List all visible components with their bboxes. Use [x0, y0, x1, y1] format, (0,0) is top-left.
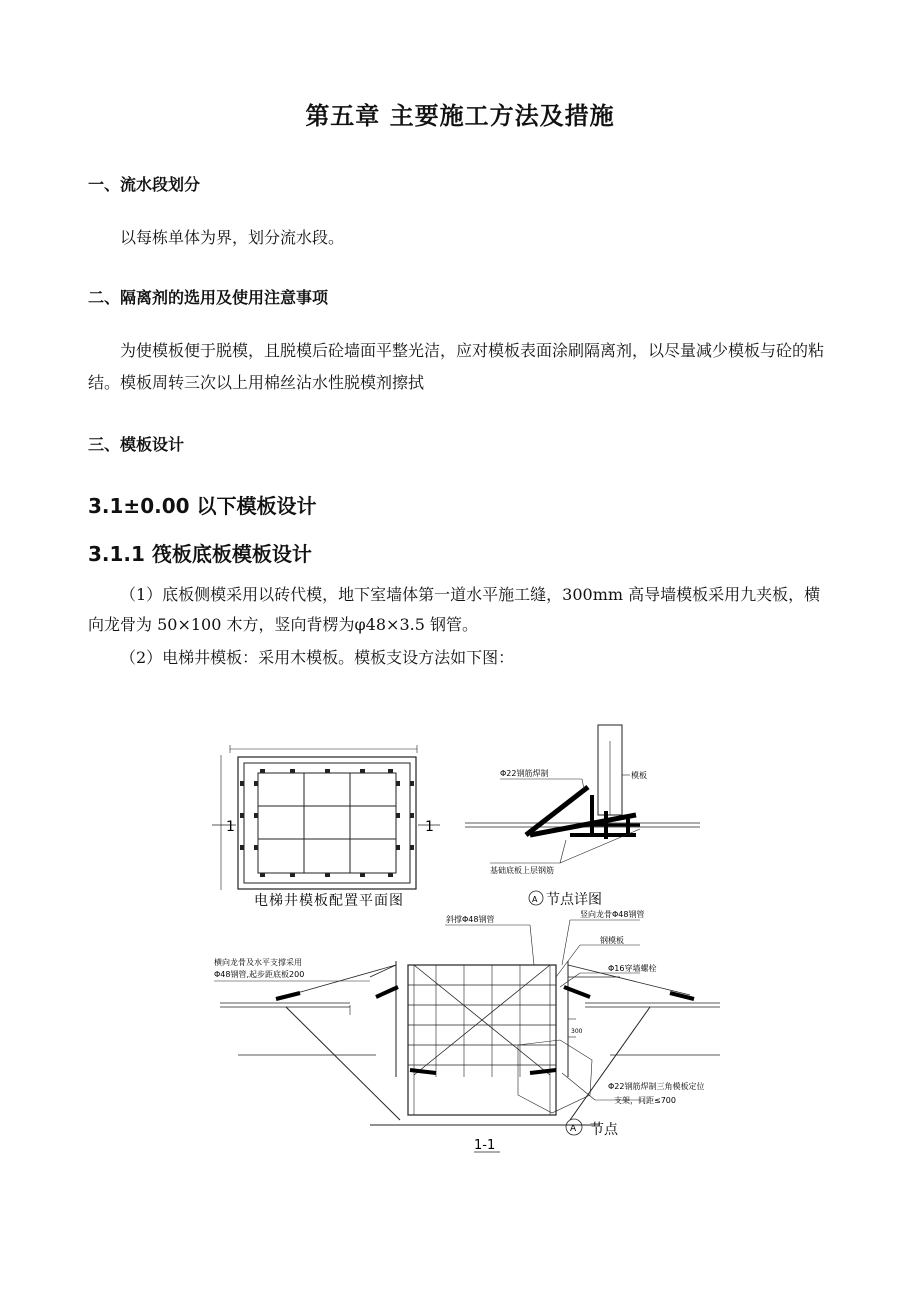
section-label-brace: 斜撑Φ48钢管 [446, 915, 495, 924]
section-heading-2: 二、隔离剂的选用及使用注意事项 [88, 288, 329, 307]
section-2-body: 为使模板便于脱模，且脱模后砼墙面平整光洁，应对模板表面涂刷隔离剂，以尽量减少模板与砼的粘结。模板周转三次以上用棉丝沾水性脱模剂擦拭 [88, 341, 825, 392]
plan-mark-left: 1 [226, 819, 235, 835]
plan-caption: 电梯井模板配置平面图 [254, 893, 404, 909]
paragraph-bottom-plate: （1）底板侧模采用以砖代模，地下室墙体第一道水平施工缝，300mm 高导墙模板采用九夹板，横向龙骨为 50×100 木方，竖向背楞为φ48×3.5 钢管。 [88, 585, 821, 634]
section-heading-1: 一、流水段划分 [88, 175, 201, 194]
node-detail [465, 725, 700, 905]
plan-mark-right: 1 [425, 819, 434, 835]
section-label-triangle-2: 支架，间距≤700 [614, 1096, 676, 1105]
node-letter: A [532, 895, 538, 904]
section-view [214, 920, 720, 1152]
node-label-form: 模板 [631, 771, 647, 780]
section-label-triangle-1: Φ22钢筋焊制三角模板定位 [608, 1082, 705, 1091]
section-node-text: 节点 [590, 1122, 618, 1138]
node-caption: 节点详图 [546, 892, 602, 908]
paragraph-elevator-shaft: （2）电梯井模板：采用木模板。模板支设方法如下图： [120, 648, 515, 667]
node-label-rebar: Φ22钢筋焊制 [500, 769, 549, 778]
section-node-letter: A [570, 1124, 577, 1134]
section-label-steel: 钢模板 [600, 936, 624, 945]
section-label-horizontal-2: Φ48钢管,起步距底板200 [214, 970, 305, 979]
section-label-horizontal-1: 横向龙骨及水平支撑采用 [214, 958, 302, 967]
section-label-bolt: Φ16穿墙螺栓 [608, 964, 657, 973]
formwork-figure [200, 715, 720, 1160]
chapter-title: 第五章 主要施工方法及措施 [305, 102, 615, 130]
section-heading-3-1: 3.1±0.00 以下模板设计 [88, 494, 317, 518]
section-1-body: 以每栋单体为界，划分流水段。 [120, 228, 345, 247]
section-heading-3: 三、模板设计 [88, 435, 185, 454]
section-heading-3-1-1: 3.1.1 筏板底板模板设计 [88, 542, 312, 566]
section-label-vertical: 竖向龙骨Φ48钢管 [580, 910, 645, 919]
plan-view [212, 745, 440, 890]
section-dimension: 300 [571, 1028, 583, 1035]
node-label-base: 基础底板上层钢筋 [490, 866, 554, 875]
section-caption: 1-1 [474, 1138, 496, 1153]
